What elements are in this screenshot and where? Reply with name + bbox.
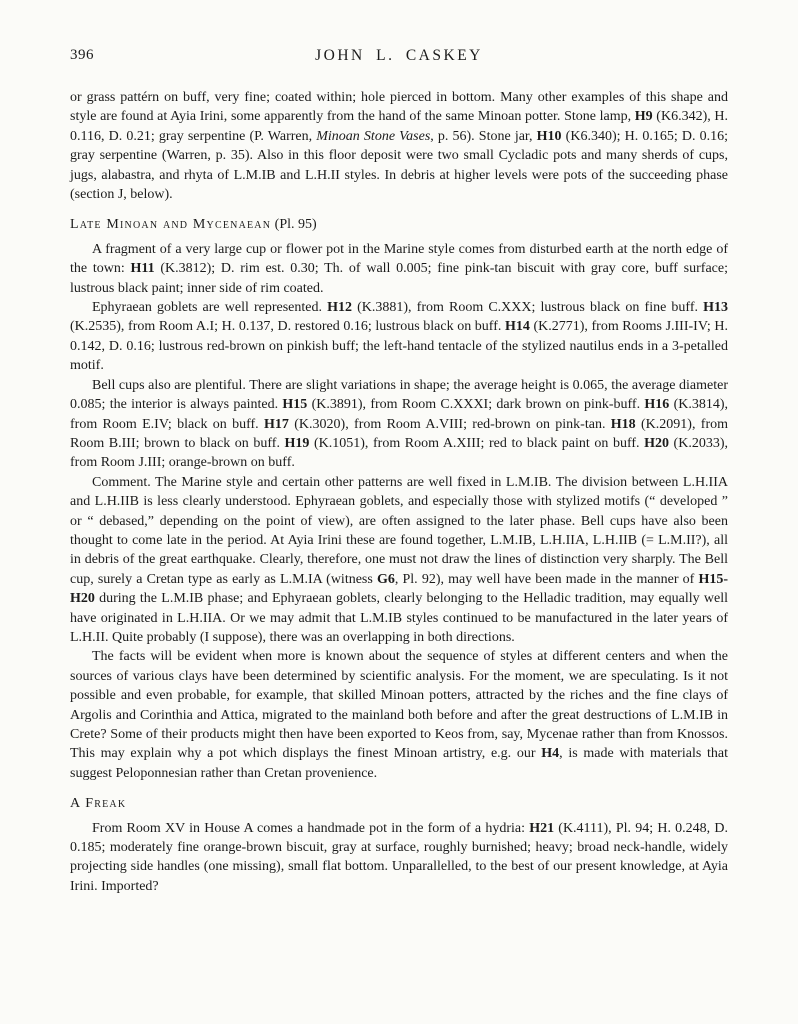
catalog-number: H17 (264, 416, 289, 432)
paragraph (70, 298, 728, 376)
text-run: The facts will be evident when more is known about the sequence of styles at different centers and when the sources of various clays have been determined by scientific analysis. For the moment, we are speculating. Is it not possible and even probable, for example, that skilled Minoan potters, attracted by the riches and the fine clays of Argolis and Corinthia and Attica, migrated to the mainland both before and after the great destructions of L.M.IB in Crete? Some of their products might then have been exported to Keos from, say, Mycenae rather than from Knossos. This may explain why a pot which displays the finest Minoan artistry, e.g. our (70, 649, 728, 762)
text-run: From Room XV in House A comes a handmade pot in the form of a hydria: (92, 820, 530, 836)
catalog-number: H4 (541, 746, 560, 762)
text-run: , is made with materials that suggest Peloponnesian rather than Cretan provenience. (70, 746, 728, 781)
text-run: or grass pattérn on buff, very fine; coated within; hole pierced in bottom. Many other examples of this shape and style are found at Ayia Irini, some apparently from the hand of the same Minoan potter. Stone lamp, (70, 90, 728, 125)
text-run: (K.2091), from Room B.III; brown to black on buff. (70, 416, 728, 451)
text-run: Ephyraean goblets are well represented. (92, 300, 328, 316)
text-run: (K6.340); H. 0.165; D. 0.16; gray serpentine (Warren, p. 35). Also in this floor deposit were two small Cycladic pots and many sherds of cups, jugs, alabastra, and rhyta of L.M.IB and L.H.II styles. In debris at higher levels were pots of the succeeding phase (section J, below). (70, 128, 728, 203)
paragraph (70, 473, 728, 648)
text-run: (K.1051), from Room A.XIII; red to black paint on buff. (309, 435, 645, 451)
text-run: (K.3812); D. rim est. 0.30; Th. of wall 0.005; fine pink-tan biscuit with gray core, buff surface; lustrous black paint; inner side of rim coated. (70, 261, 728, 296)
paragraph (70, 240, 728, 298)
text-run: (K.2771), from Rooms J.III-IV; H. 0.142, D. 0.16; lustrous red-brown on pinkish buff; the left-hand tentacle of the stylized nautilus ends in a 3-petalled motif. (70, 319, 728, 374)
catalog-number: G6 (376, 571, 395, 587)
text-run: during the L.M.IB phase; and Ephyraean goblets, clearly belonging to the Helladic tradition, may equally well have originated in L.H.IIA. Or we may admit that L.M.IB styles continued to be manufactured in the later years of L.H.II. Quite probably (I suppose), there was an overlapping in both directions. (70, 591, 728, 645)
text-run: (K.3881), from Room C.XXX; lustrous black on fine buff. (352, 300, 704, 316)
text-run: (Pl. 95) (271, 217, 317, 233)
catalog-number: H16 (644, 397, 670, 413)
page-number: 396 (70, 47, 94, 63)
text-run: Comment. The Marine style and certain other patterns are well fixed in L.M.IB. The division between L.H.IIA and L.H.IIB is less clearly understood. Ephyraean goblets, and especially those with stylized motifs (“ developed ” or “ debased,” depending on the point of view), are often assigned to the later phase. Bell cups have also been thought to come late in the period. At Ayia Irini these are found together, L.M.IB, L.H.IIA, L.H.IIB (= L.M.II?), all in debris of the great earthquake. Clearly, therefore, one must not draw the lines of distinction very sharply. The Bell cup, surely a Cretan type as early as L.M.IA (witness (70, 474, 728, 587)
catalog-number: H9 (634, 109, 653, 125)
text-run: A fragment of a very large cup or flower pot in the Marine style comes from disturbed earth at the north edge of the town: (70, 241, 728, 277)
paragraph (70, 647, 728, 783)
catalog-number: H15-H20 (70, 571, 728, 607)
italic-title: Minoan Stone Vases (316, 128, 431, 144)
body-content (70, 88, 728, 896)
heading-text: Late Minoan and Mycenaean (70, 217, 272, 233)
page-header (70, 46, 728, 66)
text-run: , Pl. 92), may well have been made in the manner of (394, 571, 699, 587)
text-run: Bell cups also are plentiful. There are slight variations in shape; the average height is 0.065, the average diameter 0.085; the interior is always painted. (70, 377, 728, 413)
text-run: (K.3814), from Room E.IV; black on buff. (70, 397, 728, 432)
text-run: , p. 56). Stone jar, (430, 128, 537, 144)
catalog-number: H18 (610, 416, 636, 432)
catalog-number: H15 (282, 397, 308, 413)
heading-text: A Freak (70, 796, 127, 812)
catalog-number: H11 (130, 261, 155, 277)
catalog-number: H12 (327, 300, 352, 316)
running-head: JOHN L. CASKEY (315, 47, 483, 64)
text-run: (K.3891), from Room C.XXXI; dark brown on pink-buff. (307, 397, 645, 413)
paragraph (70, 376, 728, 473)
text-run: (K6.342), H. 0.116, D. 0.21; gray serpentine (P. Warren, (70, 109, 728, 144)
section-heading (70, 794, 728, 813)
section-heading (70, 215, 728, 234)
catalog-number: H20 (644, 435, 669, 451)
text-run: (K.2535), from Room A.I; H. 0.137, D. restored 0.16; lustrous black on buff. (70, 319, 505, 335)
catalog-number: H19 (284, 435, 310, 451)
catalog-number: H13 (703, 300, 728, 316)
text-run: (K.3020), from Room A.VIII; red-brown on pink-tan. (288, 416, 611, 432)
catalog-number: H10 (536, 128, 562, 144)
text-run: (K.4111), Pl. 94; H. 0.248, D. 0.185; moderately fine orange-brown biscuit, gray at surface, roughly burnished; heavy; broad neck-handle, widely projecting side handles (one missing), small flat bottom. Unparallelled, to the best of our present knowledge, at Ayia Irini. Imported? (70, 820, 728, 894)
paragraph (70, 819, 728, 897)
paragraph (70, 88, 728, 204)
text-run: (K.2033), from Room J.III; orange-brown on buff. (70, 435, 728, 471)
catalog-number: H14 (504, 319, 530, 335)
catalog-number: H21 (529, 820, 555, 836)
